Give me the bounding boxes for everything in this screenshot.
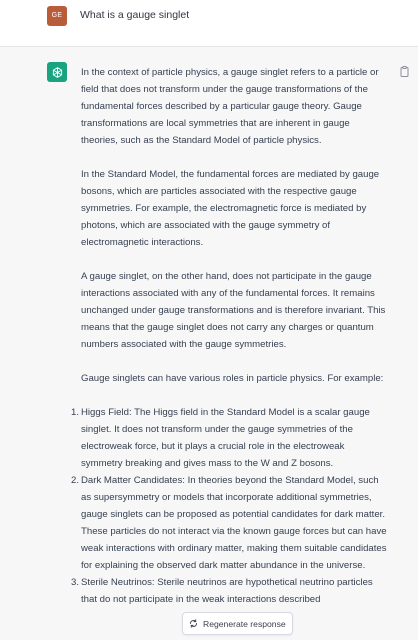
refresh-icon — [189, 619, 198, 628]
list-item-text: Sterile Neutrinos: Sterile neutrinos are hypothetical neutrino particles that do not participate in the weak interactions described — [81, 577, 373, 605]
user-message-text: What is a gauge singlet — [80, 9, 190, 21]
assistant-message-row — [0, 47, 418, 640]
list-item-number: 2. — [71, 475, 80, 486]
assistant-avatar — [47, 62, 67, 82]
list-item-number: 1. — [71, 407, 80, 418]
assistant-response — [71, 64, 387, 608]
response-list — [71, 404, 387, 608]
response-paragraph: A gauge singlet, on the other hand, does not participate in the gauge interactions associated with any of the fundamental forces. It remains unchanged under gauge transformations and is therefore invariant. This means that the gauge singlet does not carry any charges or quantum numbers associated with the gauge symmetries. — [81, 271, 386, 350]
copy-icon[interactable] — [400, 64, 409, 82]
response-paragraph: In the Standard Model, the fundamental forces are mediated by gauge bosons, which are particles associated with the respective gauge symmetries. For example, the electromagnetic force is mediated by photons, which are associated with the gauge symmetry of electromagnetic interactions. — [81, 169, 380, 248]
list-item — [71, 574, 387, 608]
user-avatar: GE — [47, 6, 67, 26]
regenerate-response-button[interactable] — [182, 612, 293, 635]
openai-logo-icon — [51, 66, 64, 79]
list-item — [71, 404, 387, 472]
list-item — [71, 472, 387, 574]
response-paragraph: In the context of particle physics, a gauge singlet refers to a particle or field that does not transform under the gauge transformations of the fundamental forces described by a particular gauge theory. Gauge transformations are local symmetries that are inherent in gauge theories, such as the Standard Model of particle physics. — [81, 67, 379, 146]
user-message-row — [0, 0, 418, 47]
regenerate-label: Regenerate response — [203, 618, 286, 629]
list-item-text: Higgs Field: The Higgs field in the Standard Model is a scalar gauge singlet. It does not transform under the gauge symmetries of the electroweak force, but it plays a crucial role in the electroweak symmetry breaking and gives mass to the W and Z bosons. — [81, 407, 370, 469]
list-item-text: Dark Matter Candidates: In theories beyond the Standard Model, such as supersymmetry or models that incorporate additional symmetries, gauge singlets can be proposed as potential candidates for dark matter. These particles do not interact via the known gauge forces but can have weak interactions with ordinary matter, making them suitable candidates for explaining the observed dark matter abundance in the universe. — [81, 475, 387, 571]
list-item-number: 3. — [71, 577, 80, 588]
response-paragraph: Gauge singlets can have various roles in particle physics. For example: — [81, 373, 384, 384]
